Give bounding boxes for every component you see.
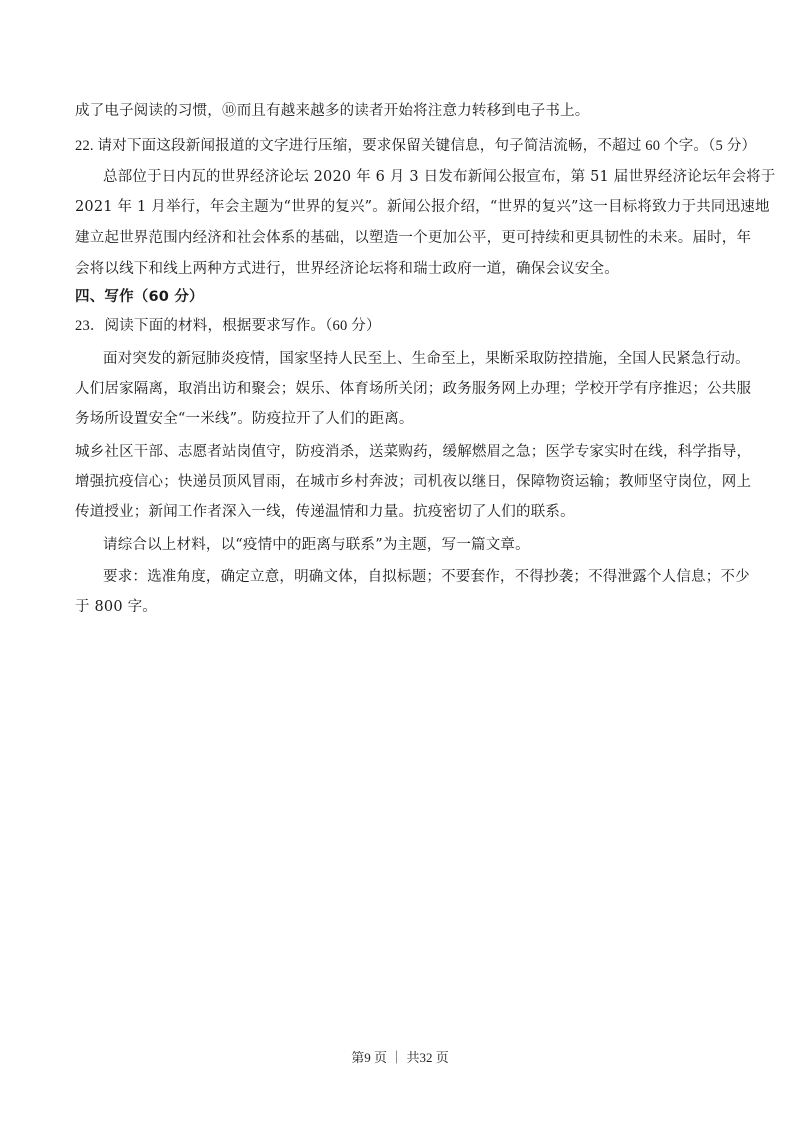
requirements-line-1: 要求：选准角度，确定立意，明确文体，自拟标题；不要套作，不得抄袭；不得泄露个人信息；不少 xyxy=(103,569,750,585)
material-line-3: 务场所设置安全“一米线”。防疫拉开了人们的距离。 xyxy=(75,411,414,427)
question-22-prompt: 22. 请对下面这段新闻报道的文字进行压缩，要求保留关键信息，句子简洁流畅，不超过 60 个字。（5 分） xyxy=(75,138,757,154)
material-line-1: 面对突发的新冠肺炎疫情，国家坚持人民至上、生命至上，果断采取防控措施，全国人民紧急行动。 xyxy=(103,351,750,367)
question-23-prompt: 23．阅读下面的材料，根据要求写作。（60 分） xyxy=(75,318,381,334)
section-heading-writing: 四、写作（60 分） xyxy=(75,289,204,305)
news-text-line-1: 总部位于日内瓦的世界经济论坛 2020 年 6 月 3 日发布新闻公报宣布，第 51 届世界经济论坛年会将于 xyxy=(103,169,776,185)
news-text-line-2: 2021 年 1 月举行，年会主题为“世界的复兴”。新闻公报介绍，“世界的复兴”这一目标将致力于共同迅速地 xyxy=(75,199,770,215)
requirements-line-2: 于 800 字。 xyxy=(75,599,157,615)
writing-task-line: 请综合以上材料，以“疫情中的距离与联系”为主题，写一篇文章。 xyxy=(103,537,530,553)
page-number-footer: 第9 页 ｜ 共32 页 xyxy=(351,1050,449,1065)
news-text-line-4: 会将以线下和线上两种方式进行，世界经济论坛将和瑞士政府一道，确保会议安全。 xyxy=(75,261,619,277)
text-line-1: 成了电子阅读的习惯，⑩而且有越来越多的读者开始将注意力转移到电子书上。 xyxy=(75,103,590,119)
material-line-6: 传道授业；新闻工作者深入一线，传递温情和力量。抗疫密切了人们的联系。 xyxy=(75,504,575,520)
material-line-4: 城乡社区干部、志愿者站岗值守，防疫消杀，送菜购药，缓解燃眉之急；医学专家实时在线，科学指导， xyxy=(75,444,752,460)
material-line-2: 人们居家隔离，取消出访和聚会；娱乐、体育场所关闭；政务服务网上办理；学校开学有序推迟；公共服 xyxy=(75,381,752,397)
news-text-line-3: 建立起世界范围内经济和社会体系的基础，以塑造一个更加公平，更可持续和更具韧性的未来。届时，年 xyxy=(75,230,752,246)
material-line-5: 增强抗疫信心；快递员顶风冒雨，在城市乡村奔波；司机夜以继日，保障物资运输；教师坚守岗位，网上 xyxy=(75,474,752,490)
